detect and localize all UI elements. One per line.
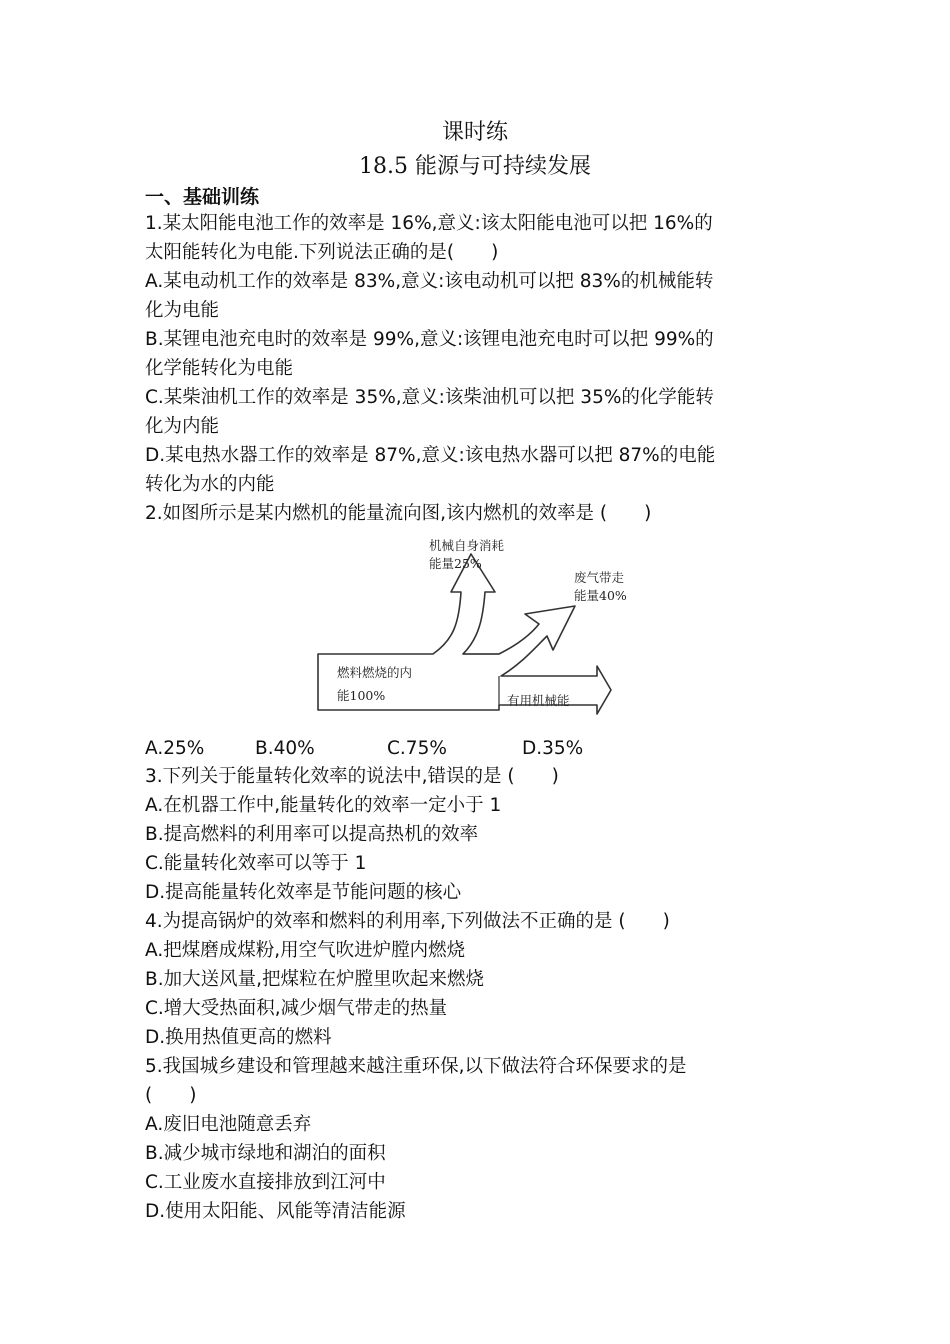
exhaust-label-1: 废气带走: [574, 570, 625, 585]
exhaust-label-2: 能量40%: [574, 588, 627, 603]
energy-flow-diagram: [313, 532, 627, 732]
option-line: B.减少城市绿地和湖泊的面积: [145, 1143, 386, 1164]
option-a: A.25%: [145, 738, 205, 759]
option-line: D.换用热值更高的燃料: [145, 1027, 332, 1048]
option-line: 转化为水的内能: [145, 474, 275, 495]
question-line: 1.某太阳能电池工作的效率是 16%,意义:该太阳能电池可以把 16%的: [145, 213, 713, 234]
option-line: A.把煤磨成煤粉,用空气吹进炉膛内燃烧: [145, 940, 466, 961]
option-line: B.某锂电池充电时的效率是 99%,意义:该锂电池充电时可以把 99%的: [145, 329, 714, 350]
option-line: C.能量转化效率可以等于 1: [145, 853, 367, 874]
option-line: C.增大受热面积,减少烟气带走的热量: [145, 998, 448, 1019]
mech-loss-label-2: 能量25%: [429, 556, 482, 571]
option-line: B.提高燃料的利用率可以提高热机的效率: [145, 824, 479, 845]
option-line: C.工业废水直接排放到江河中: [145, 1172, 386, 1193]
question-line: ( ): [145, 1085, 197, 1106]
option-d: D.35%: [522, 738, 584, 759]
question-line: 太阳能转化为电能.下列说法正确的是( ): [145, 242, 499, 263]
option-line: A.废旧电池随意丢弃: [145, 1114, 312, 1135]
fuel-input-label-2: 能100%: [337, 688, 386, 703]
option-line: D.某电热水器工作的效率是 87%,意义:该电热水器可以把 87%的电能: [145, 445, 716, 466]
option-line: D.使用太阳能、风能等清洁能源: [145, 1201, 406, 1222]
useful-energy-label: 有用机械能: [507, 693, 570, 708]
question-line: 3.下列关于能量转化效率的说法中,错误的是 ( ): [145, 766, 559, 787]
question-line: 4.为提高锅炉的效率和燃料的利用率,下列做法不正确的是 ( ): [145, 911, 670, 932]
option-line: 化为电能: [145, 300, 220, 321]
q2-options: [145, 736, 645, 762]
lesson-title: 18.5 能源与可持续发展: [359, 154, 591, 179]
mech-loss-label-1: 机械自身消耗: [429, 538, 505, 553]
fuel-input-label-1: 燃料燃烧的内: [337, 665, 413, 680]
page-title: 课时练: [441, 120, 508, 145]
option-line: A.在机器工作中,能量转化的效率一定小于 1: [145, 795, 502, 816]
option-b: B.40%: [255, 738, 315, 759]
question-line: 5.我国城乡建设和管理越来越注重环保,以下做法符合环保要求的是: [145, 1056, 687, 1077]
option-line: D.提高能量转化效率是节能问题的核心: [145, 882, 462, 903]
section-heading: 一、基础训练: [145, 186, 260, 208]
option-line: C.某柴油机工作的效率是 35%,意义:该柴油机可以把 35%的化学能转: [145, 387, 714, 408]
question-line: 2.如图所示是某内燃机的能量流向图,该内燃机的效率是 ( ): [145, 503, 652, 524]
option-line: 化为内能: [145, 416, 220, 437]
option-c: C.75%: [387, 738, 447, 759]
option-line: 化学能转化为电能: [145, 358, 294, 379]
option-line: B.加大送风量,把煤粒在炉膛里吹起来燃烧: [145, 969, 484, 990]
option-line: A.某电动机工作的效率是 83%,意义:该电动机可以把 83%的机械能转: [145, 271, 714, 292]
